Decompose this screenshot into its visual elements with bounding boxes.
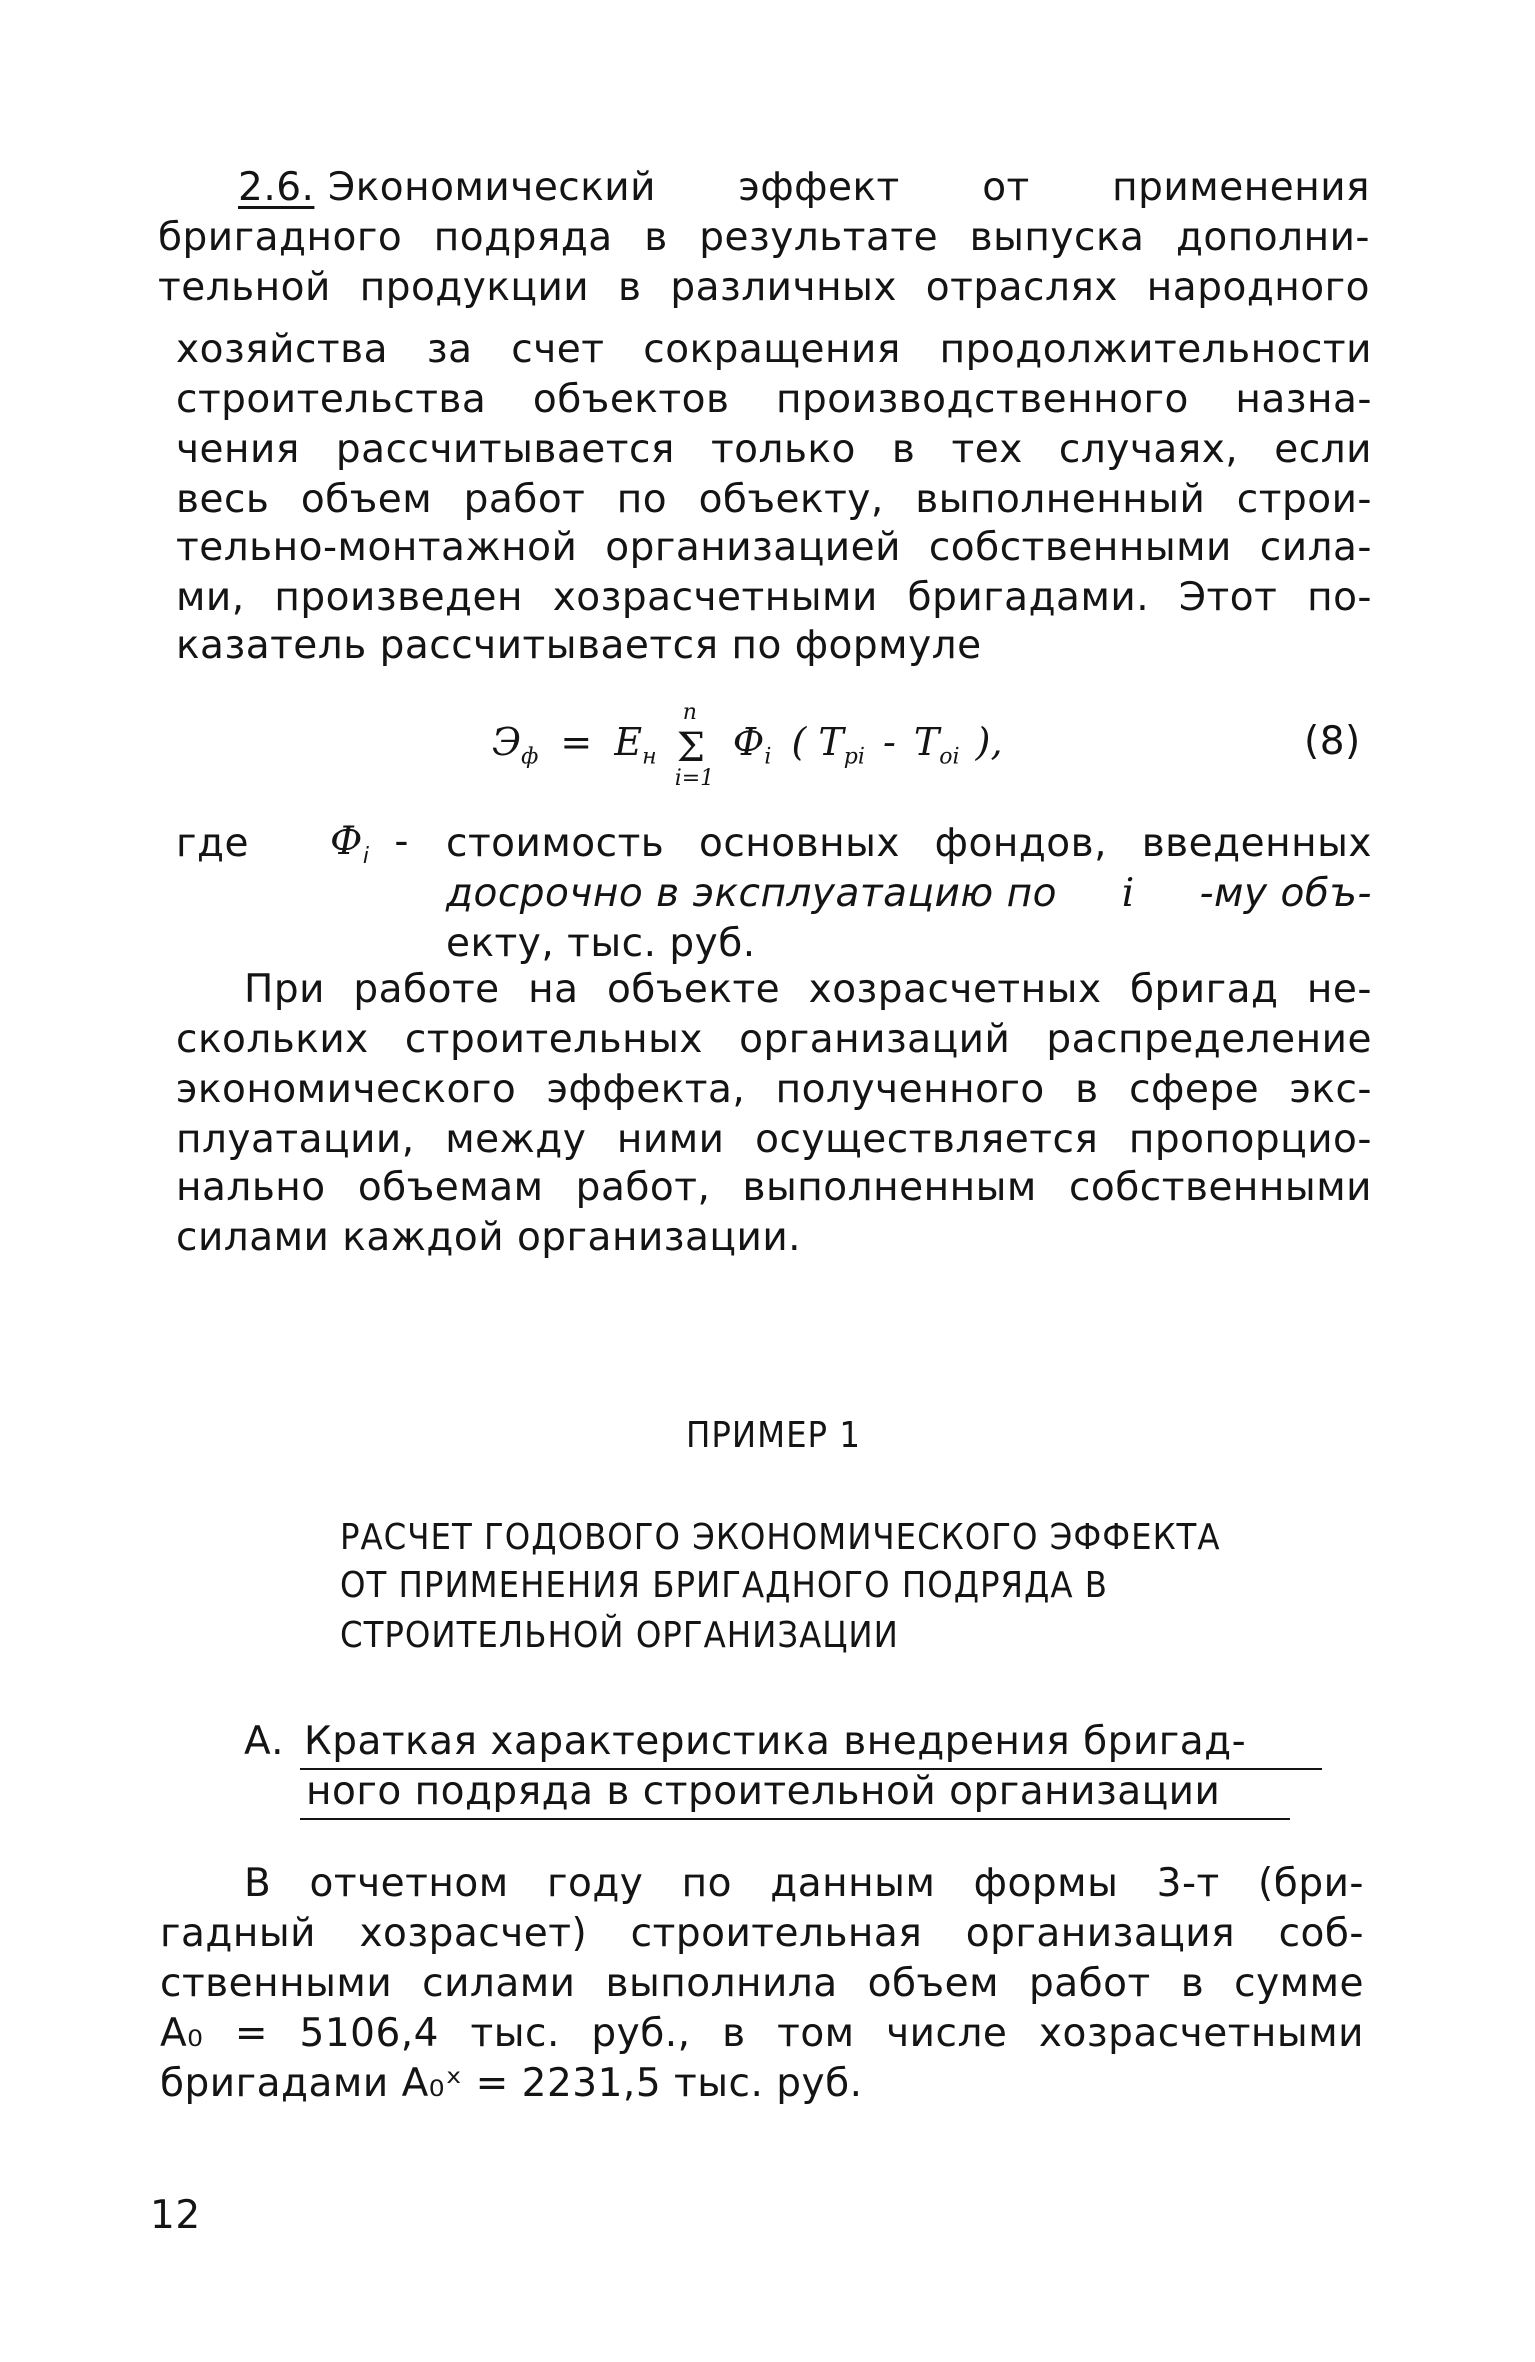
formula-close-paren: ), xyxy=(975,720,1003,764)
text-line: гадный хозрасчет) строительная организация соб- xyxy=(160,1911,1364,1956)
text-line: ми, произведен хозрасчетными бригадами. Этот по- xyxy=(176,575,1372,620)
text-line: нально объемам работ, выполненным собственными xyxy=(176,1165,1372,1210)
text-line: В отчетном году по данным формы 3-т (бри- xyxy=(244,1861,1364,1906)
sum-upper: n xyxy=(682,699,697,725)
text-line: плуатации, между ними осуществляется пропорцио- xyxy=(176,1117,1372,1162)
sum-operator xyxy=(669,699,717,791)
formula-factor: Ф xyxy=(732,720,765,764)
where-dash: - xyxy=(394,819,409,864)
text-line: А₀ = 5106,4 тыс. руб., в том числе хозрасчетными xyxy=(160,2011,1364,2056)
text-line: силами каждой организации. xyxy=(176,1215,802,1260)
where-line-2 xyxy=(446,870,1372,918)
text-line: весь объем работ по объекту, выполненный строи- xyxy=(176,477,1372,522)
section-underline xyxy=(300,1818,1290,1820)
text-line: Экономический эффект от применения xyxy=(328,165,1370,210)
sum-lower: i=1 xyxy=(674,765,715,791)
formula-lhs-sub: ф xyxy=(521,744,539,770)
text-line: ственными силами выполнила объем работ в сумме xyxy=(160,1961,1364,2006)
where-label: где xyxy=(176,821,249,866)
where-line-2-start: досрочно в эксплуатацию по xyxy=(446,871,1057,916)
formula-number: (8) xyxy=(1304,719,1361,764)
example-title-line-2-text: ОТ ПРИМЕНЕНИЯ БРИГАДНОГО ПОДРЯДА В xyxy=(340,1565,1108,1606)
formula-expression xyxy=(492,699,1003,791)
formula-coef-sub: н xyxy=(642,744,657,770)
text-line: скольких строительных организаций распределение xyxy=(176,1017,1372,1062)
text-line: бригадами А₀ˣ = 2231,5 тыс. руб. xyxy=(160,2061,863,2106)
formula-open-paren: ( xyxy=(791,720,807,764)
section-title-line: ного подряда в строительной организации xyxy=(306,1769,1221,1814)
page-number: 12 xyxy=(150,2193,201,2238)
text-line: строительства объектов производственного назна- xyxy=(176,377,1372,422)
text-line: тельно-монтажной организацией собственными сила- xyxy=(176,525,1372,570)
formula-t1-sub: pi xyxy=(843,744,865,770)
sum-sign: Σ xyxy=(676,724,705,771)
formula-factor-sub: i xyxy=(764,744,772,770)
text-line: чения рассчитывается только в тех случаях, если xyxy=(176,427,1372,472)
formula-minus: - xyxy=(882,720,896,764)
where-symbol-sub: i xyxy=(362,843,370,869)
formula-t1: T xyxy=(818,720,844,764)
formula-t2: T xyxy=(913,720,940,764)
paragraph-number: 2.6. xyxy=(238,165,315,210)
text-line: При работе на объекте хозрасчетных бригад не- xyxy=(244,967,1372,1012)
where-line-2-index: i xyxy=(1121,871,1135,916)
example-title-line xyxy=(340,1562,1282,1610)
formula-coef: Е xyxy=(614,720,643,764)
where-line-2-end: -му объ- xyxy=(1199,871,1372,916)
text-line: казатель рассчитывается по формуле xyxy=(176,623,982,668)
example-title-line: СТРОИТЕЛЬНОЙ ОРГАНИЗАЦИИ xyxy=(340,1615,899,1656)
section-title-line: Краткая характеристика внедрения бригад- xyxy=(304,1719,1247,1764)
text-line: бригадного подряда в результате выпуска дополни- xyxy=(158,215,1370,260)
where-symbol: Ф xyxy=(330,819,363,864)
formula-lhs: Э xyxy=(492,720,522,764)
text-line: тельной продукции в различных отраслях народного xyxy=(158,265,1370,310)
text-line: хозяйства за счет сокращения продолжительности xyxy=(176,327,1372,372)
formula-t2-sub: oi xyxy=(939,744,960,770)
example-label: ПРИМЕР 1 xyxy=(686,1415,861,1456)
section-letter: А. xyxy=(244,1719,285,1764)
where-line-1: стоимость основных фондов, введенных xyxy=(446,821,1372,866)
where-line-3: екту, тыс. руб. xyxy=(446,921,756,966)
text-line: экономического эффекта, полученного в сфере экс- xyxy=(176,1067,1372,1112)
example-title-line: РАСЧЕТ ГОДОВОГО ЭКОНОМИЧЕСКОГО ЭФФЕКТА xyxy=(340,1517,1221,1558)
formula-equals: = xyxy=(560,720,593,764)
